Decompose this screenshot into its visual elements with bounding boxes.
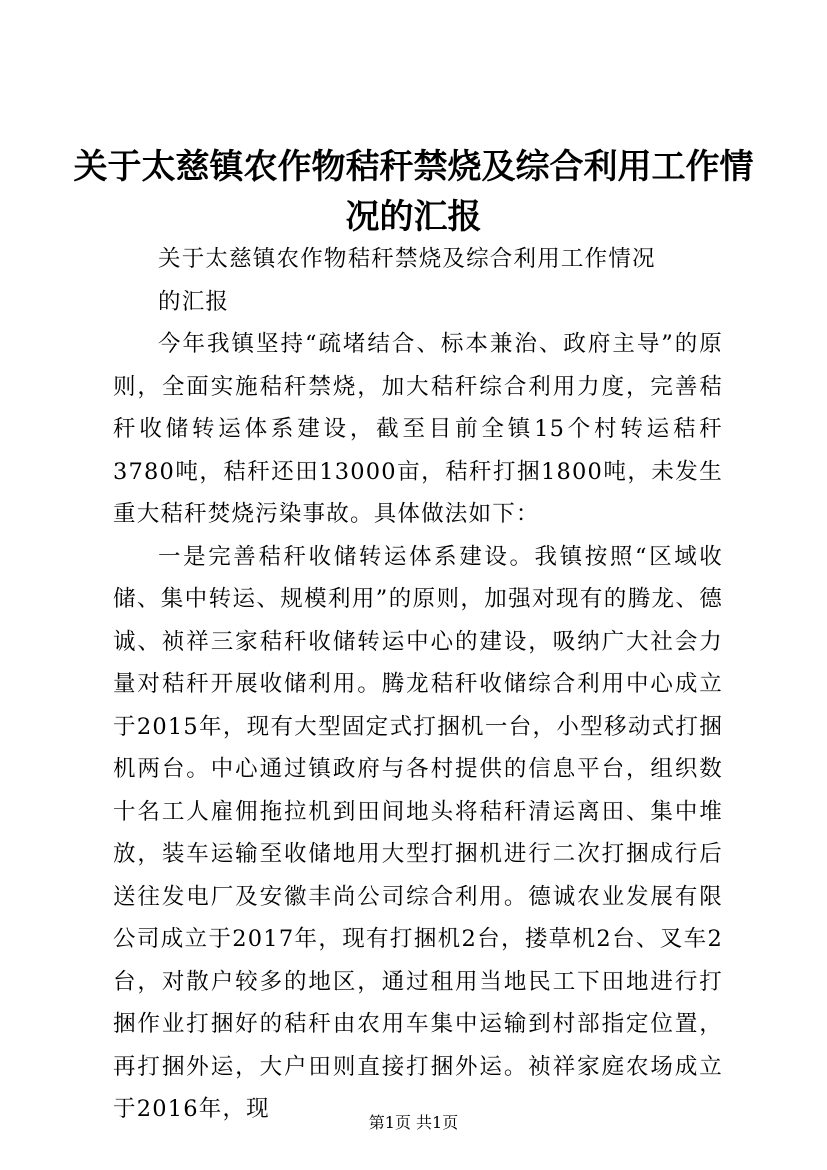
- page-footer: 第1页 共1页: [368, 1113, 459, 1132]
- document-title: 关于太慈镇农作物秸秆禁烧及综合利用工作情况的汇报: [73, 147, 754, 237]
- section-one-paragraph: 一是完善秸秆收储转运体系建设。我镇按照“区域收储、集中转运、规模利用”的原则，加强对现有的腾龙、德诚、祯祥三家秸秆收储转运中心的建设，吸纳广大社会力量对秸秆开展收储利用。腾龙秸秆收储综合利用中心成立于2015年，现有大型固定式打捆机一台，小型移动式打捆机两台。中心通过镇政府与各村提供的信息平台，组织数十名工人雇佣拖拉机到田间地头将秸秆清运离田、集中堆放，装车运输至收储地用大型打捆机进行二次打捆成行后送往发电厂及安徽丰尚公司综合利用。德诚农业发展有限公司成立于2017年，现有打捆机2台，搂草机2台、叉车2台，对散户较多的地区，通过租用当地民工下田地进行打捆作业打捆好的秸秆由农用车集中运输到村部指定位置，再打捆外运，大户田则直接打捆外运。祯祥家庭农场成立于2016年，现: [113, 543, 723, 1122]
- subtitle-line-2: 的汇报: [158, 288, 230, 315]
- document-body: [113, 238, 723, 1131]
- subtitle-line-1: 关于太慈镇农作物秸秆禁烧及综合利用工作情况: [158, 246, 656, 272]
- intro-paragraph: 今年我镇坚持“疏堵结合、标本兼治、政府主导”的原则，全面实施秸秆禁烧，加大秸秆综合利用力度，完善秸秆收储转运体系建设，截至目前全镇15个村转运秸秆3780吨，秸秆还田13000亩，秸秆打捆1800吨，未发生重大秸秆焚烧污染事故。具体做法如下：: [113, 331, 723, 527]
